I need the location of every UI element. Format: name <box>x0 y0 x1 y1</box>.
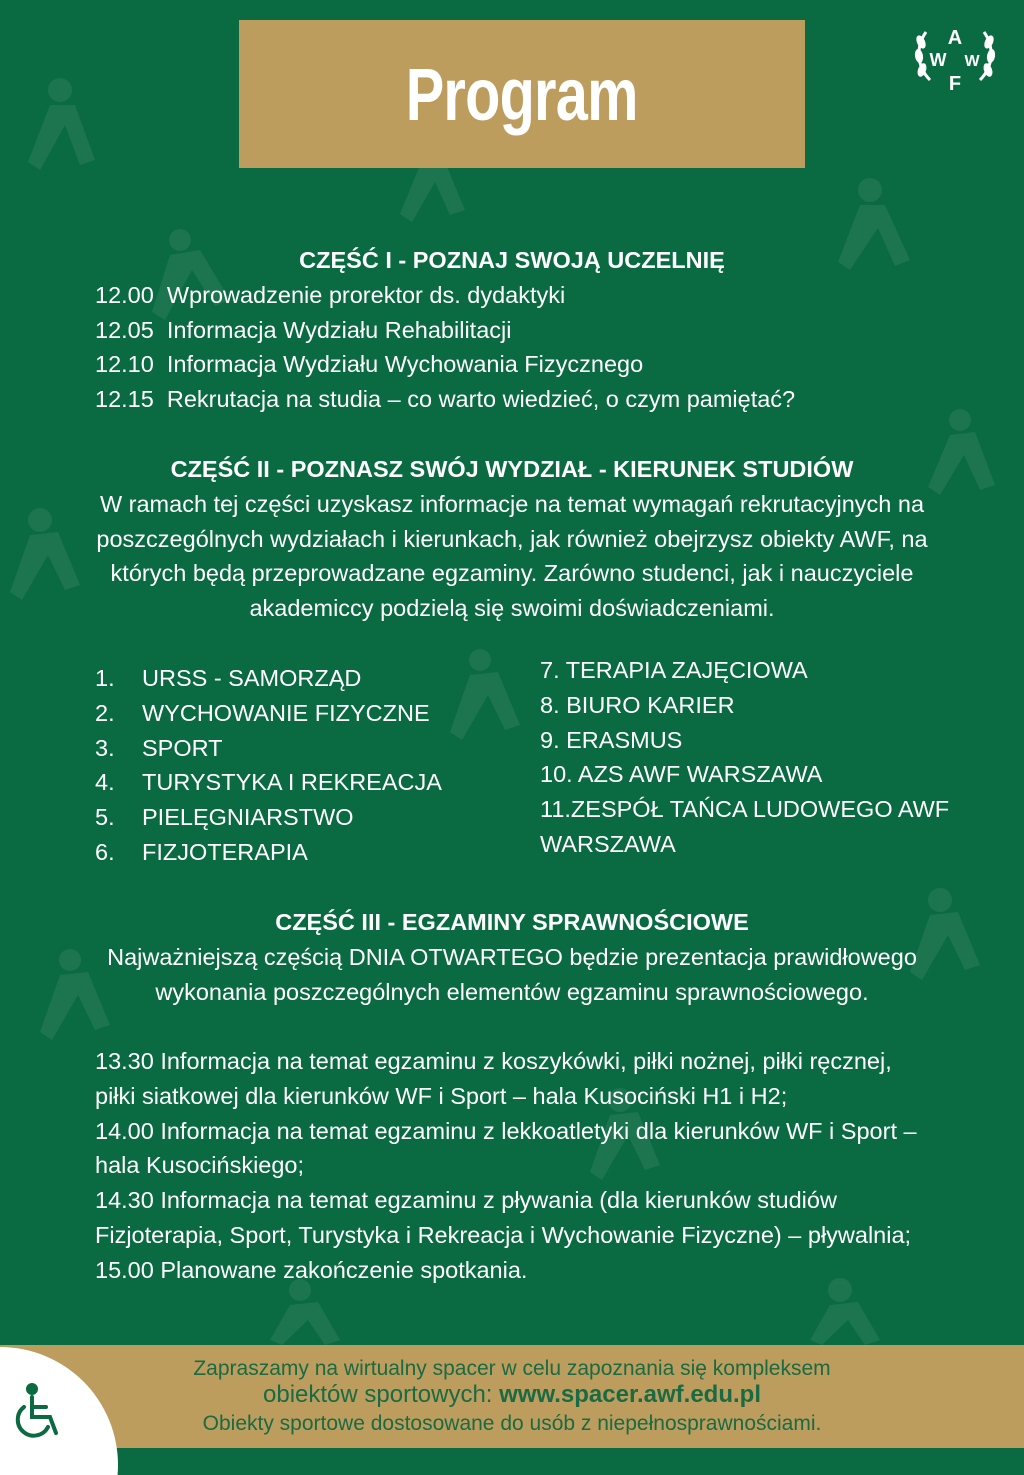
part1-item: 12.05 Informacja Wydziału Rehabilitacji <box>95 316 512 343</box>
list-item-label: SPORT <box>142 734 223 761</box>
schedule-line: 15.00 Planowane zakończenie spotkania. <box>95 1256 528 1283</box>
part3-section <box>0 905 1024 1009</box>
list-item: 11.ZESPÓŁ TAŃCA LUDOWEGO AWF <box>540 796 950 823</box>
schedule-line: Fizjoterapia, Sport, Turystyka i Rekreacja i Wychowanie Fizyczne) – pływalnia; <box>95 1221 912 1248</box>
list-item <box>95 661 442 696</box>
part2-description-line: poszczególnych wydziałach i kierunkach, jak również obejrzysz obiekty AWF, na <box>96 525 928 552</box>
list-item-number: 2. <box>95 699 115 726</box>
list-item: 10. AZS AWF WARSZAWA <box>540 761 823 788</box>
schedule-line: 13.30 Informacja na temat egzaminu z koszykówki, piłki nożnej, piłki ręcznej, <box>95 1048 892 1074</box>
part1-item: 12.10 Informacja Wydziału Wychowania Fizycznego <box>95 351 644 378</box>
title-banner <box>239 20 805 168</box>
part2-description-line: których będą przeprowadzane egzaminy. Zarówno studenci, jak i nauczyciele <box>110 560 914 587</box>
list-item-label: WYCHOWANIE FIZYCZNE <box>142 699 430 726</box>
schedule-line: 14.00 Informacja na temat egzaminu z lekkoatletyki dla kierunków WF i Sport – <box>95 1117 917 1144</box>
list-item: 8. BIURO KARIER <box>540 691 735 718</box>
list-item-label: FIZJOTERAPIA <box>142 838 308 865</box>
footer-accessibility-text: Obiekty sportowe dostosowane do usób z niepełnosprawnościami. <box>202 1412 822 1435</box>
part3-description-line: Najważniejszą częścią DNIA OTWARTEGO będzie prezentacja prawidłowego <box>107 943 917 970</box>
part2-list-right <box>540 653 949 862</box>
list-item-label: URSS - SAMORZĄD <box>142 665 362 691</box>
svg-text:A: A <box>947 27 963 49</box>
page-title: Program <box>406 52 638 136</box>
part1-heading: CZĘŚĆ I - POZNAJ SWOJĄ UCZELNIĘ <box>299 247 725 273</box>
list-item: 9. ERASMUS <box>540 726 683 753</box>
list-item-number: 6. <box>95 838 115 865</box>
part1-section <box>0 243 1024 417</box>
part2-section <box>0 452 1024 626</box>
part2-description-line: akademiccy podzielą się swoimi doświadczeniami. <box>249 595 775 622</box>
footer-banner <box>0 1345 1024 1448</box>
list-item <box>95 800 442 835</box>
list-item <box>95 765 442 800</box>
part3-schedule <box>0 1044 1024 1288</box>
part3-description-line: wykonania poszczególnych elementów egzaminu sprawnościowego. <box>155 978 869 1005</box>
schedule-line: piłki siatkowej dla kierunków WF i Sport – hala Kusociński H1 i H2; <box>95 1082 788 1109</box>
virtual-tour-link[interactable]: www.spacer.awf.edu.pl <box>499 1381 761 1408</box>
schedule-line: 14.30 Informacja na temat egzaminu z pływania (dla kierunków studiów <box>95 1187 837 1214</box>
list-item-label: TURYSTYKA I REKREACJA <box>142 769 442 796</box>
part1-item: 12.00 Wprowadzenie prorektor ds. dydaktyki <box>95 281 566 308</box>
list-item-number: 3. <box>95 734 115 761</box>
footer-url-line <box>0 1381 1024 1409</box>
list-item <box>95 696 442 731</box>
footer-invite-text: Zapraszamy na wirtualny spacer w celu zapoznania się kompleksem <box>193 1357 831 1380</box>
list-item: WARSZAWA <box>540 830 676 857</box>
schedule-line: hala Kusocińskiego; <box>95 1152 305 1179</box>
svg-text:W: W <box>964 53 980 70</box>
part3-heading: CZĘŚĆ III - EGZAMINY SPRAWNOŚCIOWE <box>275 909 749 935</box>
list-item <box>95 731 442 766</box>
part2-heading: CZĘŚĆ II - POZNASZ SWÓJ WYDZIAŁ - KIERUNEK STUDIÓW <box>170 456 854 482</box>
list-item-number: 4. <box>95 769 115 796</box>
svg-text:F: F <box>948 73 962 95</box>
list-item-label: PIELĘGNIARSTWO <box>142 804 354 831</box>
wheelchair-icon <box>0 1345 120 1475</box>
list-item-number: 5. <box>95 804 115 831</box>
part2-description-line: W ramach tej części uzyskasz informacje na temat wymagań rekrutacyjnych na <box>99 490 925 517</box>
list-item: 7. TERAPIA ZAJĘCIOWA <box>540 657 808 683</box>
list-item-number: 1. <box>95 665 115 691</box>
part1-item: 12.15 Rekrutacja na studia – co warto wiedzieć, o czym pamiętać? <box>95 386 796 413</box>
footer-url-prefix: obiektów sportowych: <box>263 1381 500 1408</box>
awf-logo-icon <box>912 20 998 96</box>
part2-list-left <box>95 661 442 870</box>
svg-text:W: W <box>929 50 947 70</box>
list-item <box>95 835 442 870</box>
